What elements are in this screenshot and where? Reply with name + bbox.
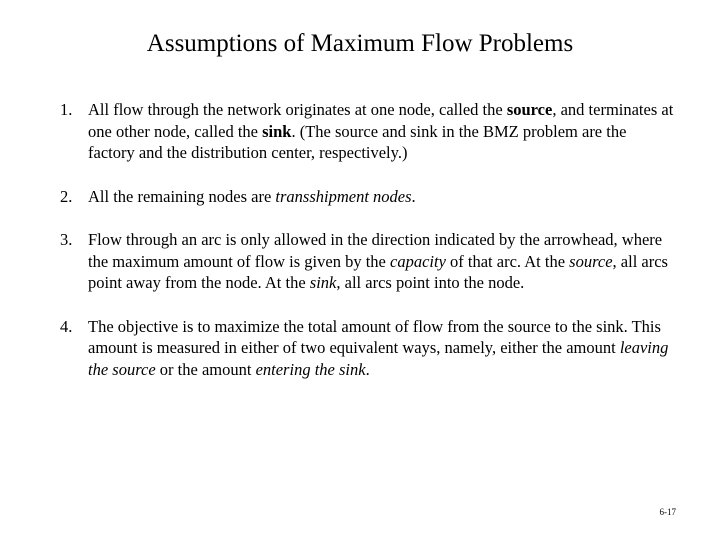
assumption-item-4 — [56, 316, 676, 381]
term-sink: sink — [262, 121, 292, 141]
text-run: , and terminates at one other node, called the — [88, 100, 674, 141]
text-run: of that arc. At the — [445, 251, 570, 271]
text-run: . — [411, 186, 416, 206]
text-run: All the remaining nodes are — [88, 186, 276, 206]
term-source: source — [506, 100, 553, 119]
term-capacity: capacity — [390, 251, 446, 271]
text-run: All flow through the network originates at one node, called the — [88, 100, 507, 119]
item-text — [88, 317, 668, 379]
term-sink: sink — [309, 273, 337, 292]
term-entering-the-sink: entering the sink — [255, 359, 366, 379]
assumptions-list — [56, 99, 676, 380]
text-run: Flow through an arc is only allowed in the direction indicated by the arrowhead, where the maximum amount of flow is given by the — [88, 230, 663, 271]
assumption-item-1 — [56, 99, 676, 164]
item-text — [88, 230, 668, 292]
text-run: , all arcs point away from the node. At the — [88, 251, 668, 292]
text-run: The objective is to maximize the total amount of flow from the source to the sink. This amount is measured in either of two equivalent ways, namely, either the amount — [88, 316, 661, 357]
assumption-item-2 — [56, 186, 676, 208]
term-leaving-the-source: leaving the source — [88, 338, 669, 379]
page-number: 6-17 — [659, 507, 676, 517]
term-source: source — [569, 251, 613, 271]
text-run: or the amount — [155, 359, 256, 379]
text-run: . — [365, 359, 370, 379]
item-number: 2. — [60, 186, 73, 206]
text-run: , all arcs point into the node. — [336, 273, 525, 292]
slide-title: Assumptions of Maximum Flow Problems — [146, 30, 574, 57]
item-number: 4. — [60, 316, 73, 336]
item-text — [88, 187, 416, 206]
item-number: 3. — [60, 230, 73, 249]
assumption-item-3 — [56, 229, 676, 294]
item-number: 1. — [60, 100, 73, 119]
text-run: . (The source and sink in the BMZ problem are the factory and the distribution center, respectively.) — [88, 121, 627, 162]
term-transshipment-nodes: transshipment nodes — [275, 186, 412, 206]
item-text — [88, 100, 673, 162]
